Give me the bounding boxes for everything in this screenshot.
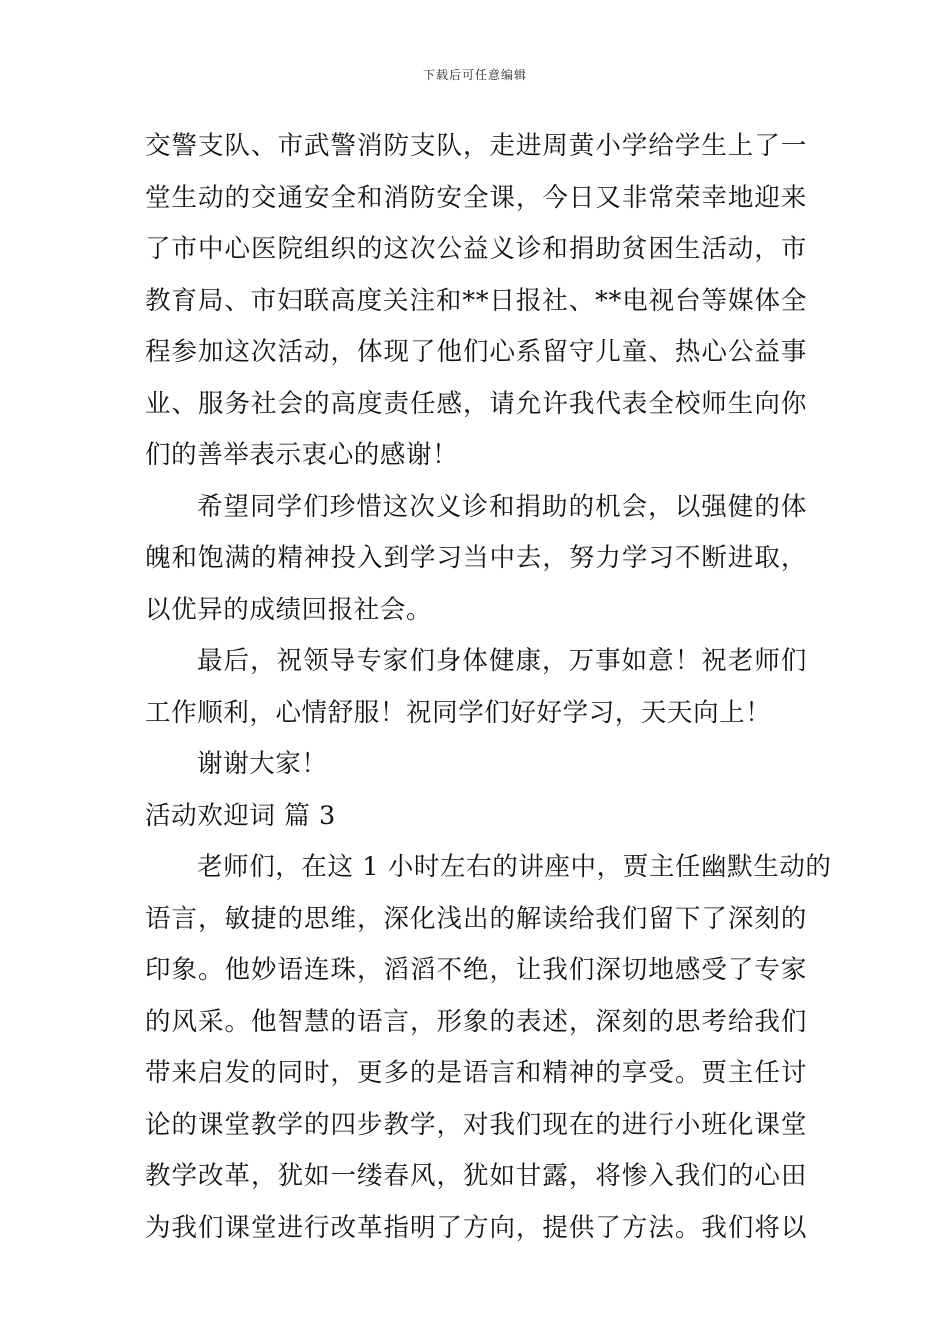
paragraph-line: 工作顺利，心情舒服！祝同学们好好学习，天天向上！ — [145, 697, 772, 728]
paragraph-line: 论的课堂教学的四步教学，对我们现在的进行小班化课堂 — [145, 1109, 807, 1140]
paragraph-line: 了市中心医院组织的这次公益义诊和捐助贫困生活动，市 — [145, 234, 807, 264]
paragraph-line: 业、服务社会的高度责任感，请允许我代表全校师生向你 — [145, 388, 807, 419]
paragraph-line: 为我们课堂进行改革指明了方向，提供了方法。我们将以 — [145, 1212, 807, 1243]
section-heading: 活动欢迎词 篇 3 — [145, 800, 336, 831]
paragraph-line: 堂生动的交通安全和消防安全课，今日又非常荣幸地迎来 — [145, 182, 807, 213]
paragraph-line: 教学改革，犹如一缕春风，犹如甘露，将惨入我们的心田 — [145, 1161, 807, 1191]
paragraph-line: 带来启发的同时，更多的是语言和精神的享受。贾主任讨 — [145, 1058, 807, 1088]
paragraph-line: 印象。他妙语连珠，滔滔不绝，让我们深切地感受了专家 — [145, 955, 807, 985]
document-body — [145, 126, 832, 1259]
paragraph-line: 们的善举表示衷心的感谢！ — [145, 440, 459, 470]
paragraph-line: 老师们，在这 1 小时左右的讲座中，贾主任幽默生动的 — [197, 852, 832, 882]
paragraph-line: 以优异的成绩回报社会。 — [145, 594, 433, 625]
paragraph-line: 程参加这次活动，体现了他们心系留守儿童、热心公益事 — [145, 337, 807, 367]
paragraph-line: 谢谢大家！ — [197, 749, 328, 779]
paragraph-line: 希望同学们珍惜这次义诊和捐助的机会，以强健的体 — [197, 491, 807, 522]
paragraph-line: 教育局、市妇联高度关注和**日报社、**电视台等媒体全 — [145, 285, 807, 316]
paragraph-line: 最后，祝领导专家们身体健康，万事如意！祝老师们 — [197, 646, 807, 676]
paragraph-line: 交警支队、市武警消防支队，走进周黄小学给学生上了一 — [145, 131, 807, 161]
header-note: 下载后可任意编辑 — [422, 68, 527, 82]
paragraph-line: 语言，敏捷的思维，深化浅出的解读给我们留下了深刻的 — [145, 903, 807, 934]
paragraph-line: 魄和饱满的精神投入到学习当中去，努力学习不断进取， — [145, 543, 807, 573]
paragraph-line: 的风采。他智慧的语言，形象的表述，深刻的思考给我们 — [145, 1006, 807, 1037]
